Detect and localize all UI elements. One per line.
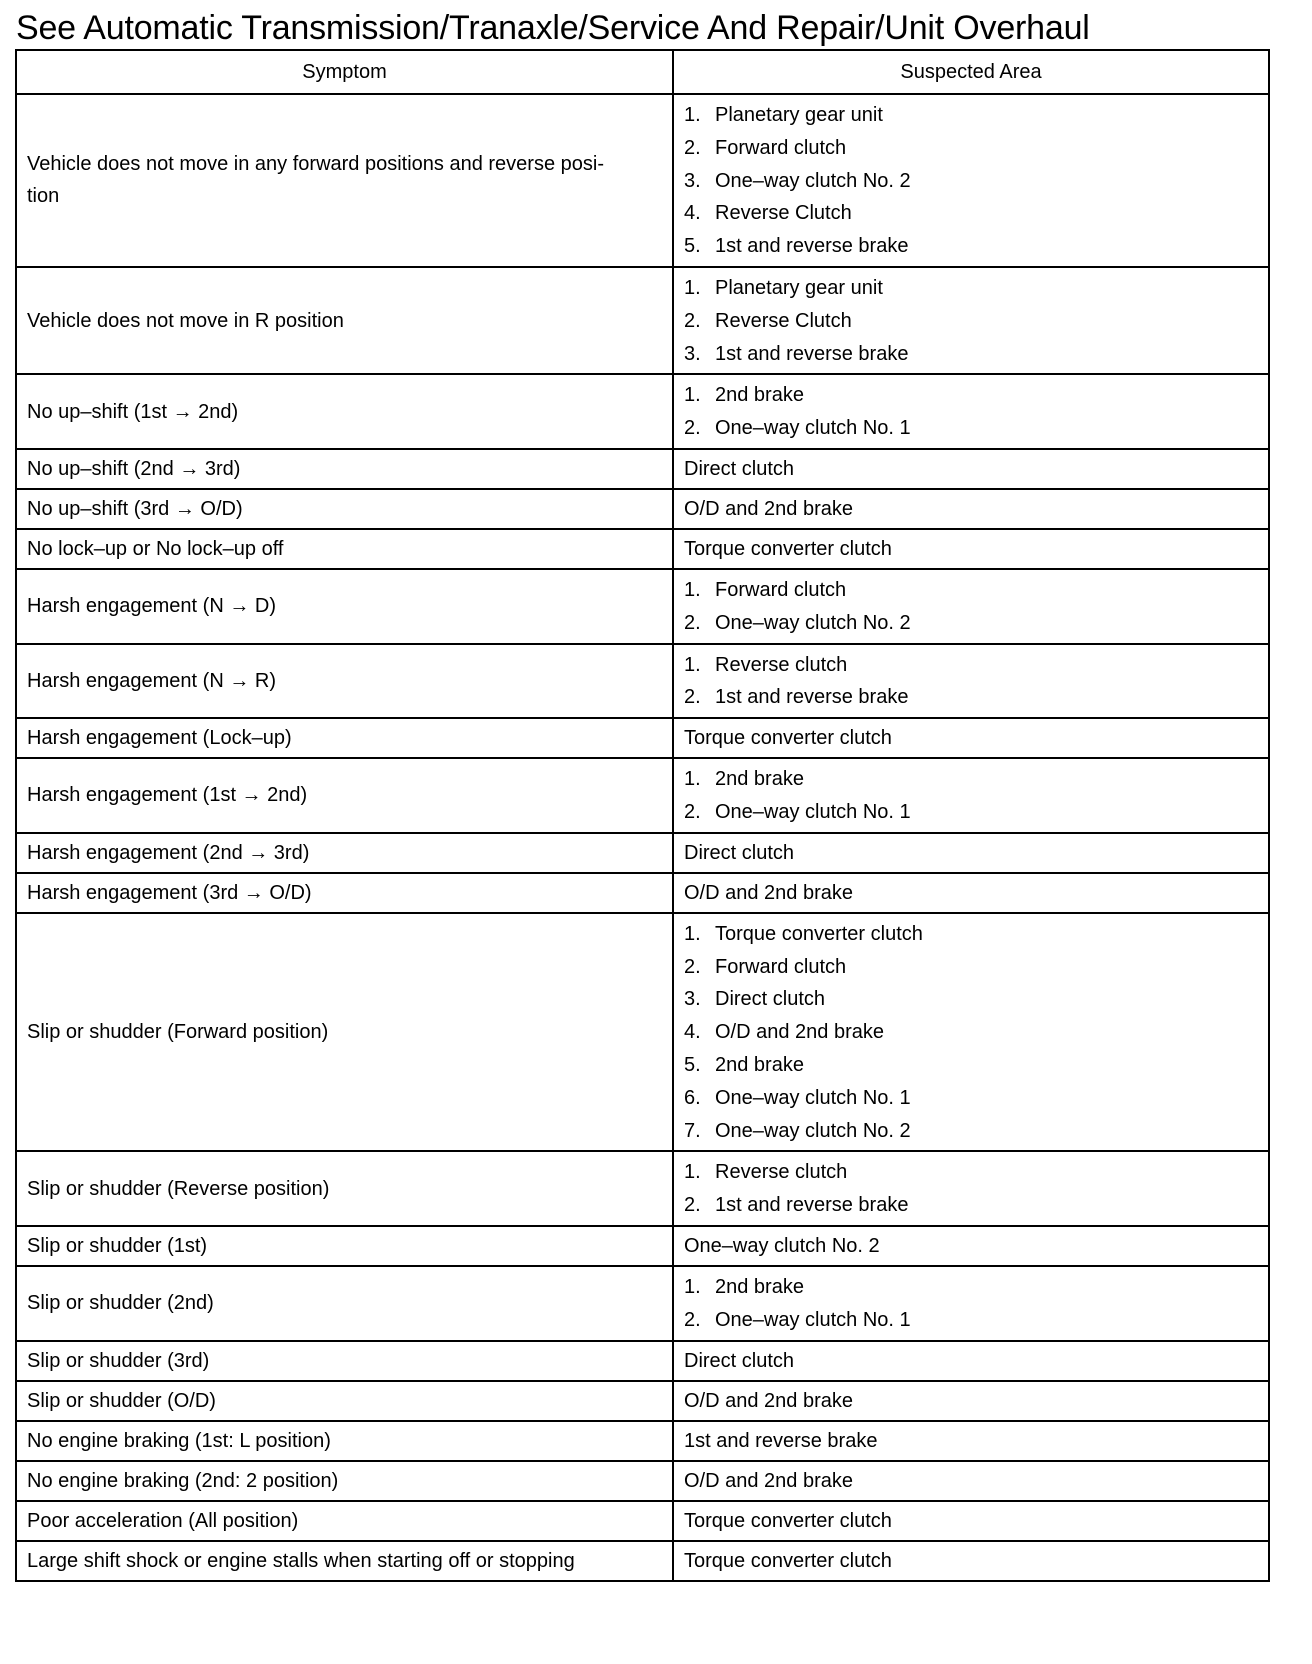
suspected-area-cell xyxy=(673,718,1269,758)
symptom-text: No up–shift (2nd → 3rd) xyxy=(27,457,241,480)
suspected-area-item xyxy=(684,230,1258,263)
suspected-area-item xyxy=(684,1227,1258,1265)
suspected-area-text: One–way clutch No. 1 xyxy=(715,1308,911,1331)
suspected-area-text: O/D and 2nd brake xyxy=(684,1469,853,1492)
item-number: 5. xyxy=(684,1053,701,1076)
suspected-area-cell xyxy=(673,1541,1269,1581)
suspected-area-item xyxy=(684,607,1258,640)
suspected-area-text: 2nd brake xyxy=(715,384,804,407)
suspected-area-cell xyxy=(673,644,1269,719)
suspected-area-item xyxy=(684,874,1258,912)
table-row xyxy=(16,1151,1269,1226)
symptom-text: Harsh engagement (1st → 2nd) xyxy=(27,784,308,807)
symptom-text: No up–shift (1st → 2nd) xyxy=(27,400,239,423)
suspected-area-item xyxy=(684,983,1258,1016)
suspected-area-item xyxy=(684,165,1258,198)
item-number: 1. xyxy=(684,1275,701,1298)
suspected-area-cell xyxy=(673,833,1269,873)
suspected-area-item xyxy=(684,412,1258,445)
suspected-area-text: O/D and 2nd brake xyxy=(715,1021,884,1044)
suspected-area-text: Forward clutch xyxy=(715,578,847,601)
header-symptom: Symptom xyxy=(16,50,673,94)
table-row xyxy=(16,1266,1269,1341)
symptom-text: No up–shift (3rd → O/D) xyxy=(27,497,243,520)
suspected-area-item xyxy=(684,338,1258,371)
suspected-area-text: 2nd brake xyxy=(715,1275,804,1298)
suspected-area-cell xyxy=(673,569,1269,644)
suspected-area-text: One–way clutch No. 2 xyxy=(715,1119,911,1142)
symptom-cell xyxy=(16,873,673,913)
header-suspected-area: Suspected Area xyxy=(673,50,1269,94)
suspected-area-text: Reverse clutch xyxy=(715,1161,848,1184)
suspected-area-cell xyxy=(673,94,1269,267)
suspected-area-text: Reverse Clutch xyxy=(715,202,852,225)
suspected-area-text: Direct clutch xyxy=(715,988,826,1011)
table-row xyxy=(16,1421,1269,1461)
suspected-area-item xyxy=(684,763,1258,796)
item-number: 2. xyxy=(684,309,701,332)
suspected-area-item xyxy=(684,197,1258,230)
suspected-area-item xyxy=(684,918,1258,951)
item-number: 1. xyxy=(684,1161,701,1184)
symptom-cell xyxy=(16,833,673,873)
table-row xyxy=(16,833,1269,873)
suspected-area-item xyxy=(684,305,1258,338)
symptom-text: Harsh engagement (N → R) xyxy=(27,669,276,692)
suspected-area-cell xyxy=(673,267,1269,374)
suspected-area-item xyxy=(684,1342,1258,1380)
item-number: 2. xyxy=(684,1194,701,1217)
symptom-cell xyxy=(16,913,673,1152)
item-number: 2. xyxy=(684,800,701,823)
suspected-area-cell xyxy=(673,873,1269,913)
table-row xyxy=(16,1226,1269,1266)
table-row xyxy=(16,1501,1269,1541)
suspected-area-item xyxy=(684,490,1258,528)
table-row xyxy=(16,1461,1269,1501)
symptom-cell xyxy=(16,1341,673,1381)
symptom-cell xyxy=(16,569,673,644)
symptom-text: Large shift shock or engine stalls when starting off or stopping xyxy=(27,1549,575,1572)
symptom-text: Slip or shudder (Reverse position) xyxy=(27,1177,330,1200)
symptom-cell xyxy=(16,1151,673,1226)
item-number: 2. xyxy=(684,686,701,709)
symptom-text: Harsh engagement (Lock–up) xyxy=(27,727,292,750)
symptom-cell xyxy=(16,1381,673,1421)
symptom-cell xyxy=(16,267,673,374)
symptom-text: Slip or shudder (Forward position) xyxy=(27,1021,329,1044)
symptom-cell xyxy=(16,644,673,719)
item-number: 4. xyxy=(684,202,701,225)
suspected-area-text: One–way clutch No. 2 xyxy=(684,1234,880,1257)
suspected-area-text: Forward clutch xyxy=(715,136,847,159)
table-row xyxy=(16,374,1269,449)
item-number: 1. xyxy=(684,384,701,407)
suspected-area-item xyxy=(684,574,1258,607)
item-number: 1. xyxy=(684,276,701,299)
item-number: 2. xyxy=(684,417,701,440)
suspected-area-text: One–way clutch No. 2 xyxy=(715,169,911,192)
suspected-area-text: Torque converter clutch xyxy=(715,922,923,945)
table-row xyxy=(16,1541,1269,1581)
item-number: 3. xyxy=(684,169,701,192)
symptom-cell xyxy=(16,374,673,449)
symptom-cell xyxy=(16,1541,673,1581)
table-row xyxy=(16,718,1269,758)
suspected-area-item xyxy=(684,1271,1258,1304)
item-number: 2. xyxy=(684,611,701,634)
table-row xyxy=(16,913,1269,1152)
table-row xyxy=(16,529,1269,569)
suspected-area-text: One–way clutch No. 1 xyxy=(715,1086,911,1109)
symptom-cell xyxy=(16,489,673,529)
suspected-area-item xyxy=(684,272,1258,305)
symptom-text: No engine braking (1st: L position) xyxy=(27,1429,331,1452)
symptom-cell xyxy=(16,758,673,833)
suspected-area-item xyxy=(684,1049,1258,1082)
suspected-area-text: O/D and 2nd brake xyxy=(684,881,853,904)
symptom-cell xyxy=(16,1226,673,1266)
item-number: 2. xyxy=(684,1308,701,1331)
suspected-area-text: 1st and reverse brake xyxy=(715,1194,909,1217)
suspected-area-cell xyxy=(673,489,1269,529)
suspected-area-text: O/D and 2nd brake xyxy=(684,497,853,520)
suspected-area-cell xyxy=(673,1501,1269,1541)
suspected-area-item xyxy=(684,719,1258,757)
suspected-area-item xyxy=(684,530,1258,568)
item-number: 1. xyxy=(684,578,701,601)
symptom-cell xyxy=(16,1266,673,1341)
page-title: See Automatic Transmission/Tranaxle/Service And Repair/Unit Overhaul xyxy=(16,9,1090,47)
suspected-area-text: 1st and reverse brake xyxy=(684,1429,878,1452)
symptom-cell xyxy=(16,1421,673,1461)
suspected-area-text: 1st and reverse brake xyxy=(715,686,909,709)
suspected-area-item xyxy=(684,834,1258,872)
suspected-area-cell xyxy=(673,758,1269,833)
suspected-area-cell xyxy=(673,1226,1269,1266)
symptom-cell xyxy=(16,718,673,758)
table-row xyxy=(16,94,1269,267)
suspected-area-item xyxy=(684,681,1258,714)
suspected-area-text: Direct clutch xyxy=(684,457,795,480)
table-row xyxy=(16,267,1269,374)
symptom-table xyxy=(15,49,1270,1582)
suspected-area-item xyxy=(684,796,1258,829)
suspected-area-text: O/D and 2nd brake xyxy=(684,1389,853,1412)
suspected-area-item xyxy=(684,1016,1258,1049)
suspected-area-item xyxy=(684,132,1258,165)
symptom-cell xyxy=(16,529,673,569)
suspected-area-cell xyxy=(673,1421,1269,1461)
suspected-area-text: Torque converter clutch xyxy=(684,727,892,750)
suspected-area-text: One–way clutch No. 1 xyxy=(715,800,911,823)
suspected-area-text: 2nd brake xyxy=(715,768,804,791)
item-number: 3. xyxy=(684,342,701,365)
suspected-area-item xyxy=(684,1462,1258,1500)
symptom-text: Slip or shudder (1st) xyxy=(27,1234,208,1257)
suspected-area-text: Torque converter clutch xyxy=(684,1509,892,1532)
table-row xyxy=(16,569,1269,644)
suspected-area-item xyxy=(684,649,1258,682)
item-number: 1. xyxy=(684,768,701,791)
suspected-area-text: 1st and reverse brake xyxy=(715,235,909,258)
item-number: 1. xyxy=(684,104,701,126)
suspected-area-text: 2nd brake xyxy=(715,1053,804,1076)
item-number: 3. xyxy=(684,988,701,1011)
symptom-cell xyxy=(16,94,673,267)
suspected-area-item xyxy=(684,1542,1258,1580)
suspected-area-text: Reverse Clutch xyxy=(715,309,852,332)
symptom-text: Poor acceleration (All position) xyxy=(27,1509,299,1532)
suspected-area-item xyxy=(684,1422,1258,1460)
suspected-area-text: Torque converter clutch xyxy=(684,1549,892,1572)
suspected-area-cell xyxy=(673,1266,1269,1341)
suspected-area-cell xyxy=(673,1381,1269,1421)
symptom-text: No lock–up or No lock–up off xyxy=(27,537,284,560)
item-number: 7. xyxy=(684,1119,701,1142)
symptom-text: Slip or shudder (3rd) xyxy=(27,1349,210,1372)
symptom-cell xyxy=(16,1461,673,1501)
item-number: 5. xyxy=(684,235,701,258)
suspected-area-item xyxy=(684,1156,1258,1189)
suspected-area-text: One–way clutch No. 2 xyxy=(715,611,911,634)
table-row xyxy=(16,1381,1269,1421)
suspected-area-text: 1st and reverse brake xyxy=(715,342,909,365)
suspected-area-text: One–way clutch No. 1 xyxy=(715,417,911,440)
suspected-area-item xyxy=(684,951,1258,984)
symptom-text: Harsh engagement (3rd → O/D) xyxy=(27,881,312,904)
suspected-area-item xyxy=(684,1189,1258,1222)
item-number: 6. xyxy=(684,1086,701,1109)
suspected-area-item xyxy=(684,1502,1258,1540)
suspected-area-item xyxy=(684,99,1258,132)
table-row xyxy=(16,489,1269,529)
symptom-text: Slip or shudder (2nd) xyxy=(27,1292,214,1315)
suspected-area-text: Direct clutch xyxy=(684,841,795,864)
suspected-area-text: Planetary gear unit xyxy=(715,104,883,126)
suspected-area-text: Forward clutch xyxy=(715,955,847,978)
item-number: 2. xyxy=(684,136,701,159)
table-row xyxy=(16,1341,1269,1381)
symptom-text: No engine braking (2nd: 2 position) xyxy=(27,1469,339,1492)
suspected-area-item xyxy=(684,450,1258,488)
suspected-area-cell xyxy=(673,1151,1269,1226)
suspected-area-cell xyxy=(673,1461,1269,1501)
suspected-area-cell xyxy=(673,1341,1269,1381)
suspected-area-item xyxy=(684,1082,1258,1115)
symptom-text: Harsh engagement (N → D) xyxy=(27,595,276,618)
header-row xyxy=(16,50,1269,94)
item-number: 2. xyxy=(684,955,701,978)
item-number: 4. xyxy=(684,1021,701,1044)
symptom-text: Vehicle does not move in R position xyxy=(27,309,344,332)
suspected-area-text: Direct clutch xyxy=(684,1349,795,1372)
suspected-area-cell xyxy=(673,529,1269,569)
symptom-text: Vehicle does not move in any forward positions and reverse posi- tion xyxy=(27,153,604,208)
table-row xyxy=(16,758,1269,833)
suspected-area-cell xyxy=(673,449,1269,489)
table-row xyxy=(16,873,1269,913)
symptom-cell xyxy=(16,449,673,489)
suspected-area-item xyxy=(684,379,1258,412)
symptom-text: Slip or shudder (O/D) xyxy=(27,1389,216,1412)
item-number: 1. xyxy=(684,653,701,676)
suspected-area-item xyxy=(684,1304,1258,1337)
suspected-area-text: Torque converter clutch xyxy=(684,537,892,560)
suspected-area-text: Reverse clutch xyxy=(715,653,848,676)
suspected-area-item xyxy=(684,1382,1258,1420)
suspected-area-item xyxy=(684,1115,1258,1148)
suspected-area-text: Planetary gear unit xyxy=(715,276,883,299)
symptom-cell xyxy=(16,1501,673,1541)
item-number: 1. xyxy=(684,922,701,945)
table-row xyxy=(16,644,1269,719)
suspected-area-cell xyxy=(673,374,1269,449)
table-row xyxy=(16,449,1269,489)
suspected-area-cell xyxy=(673,913,1269,1152)
symptom-text: Harsh engagement (2nd → 3rd) xyxy=(27,841,310,864)
